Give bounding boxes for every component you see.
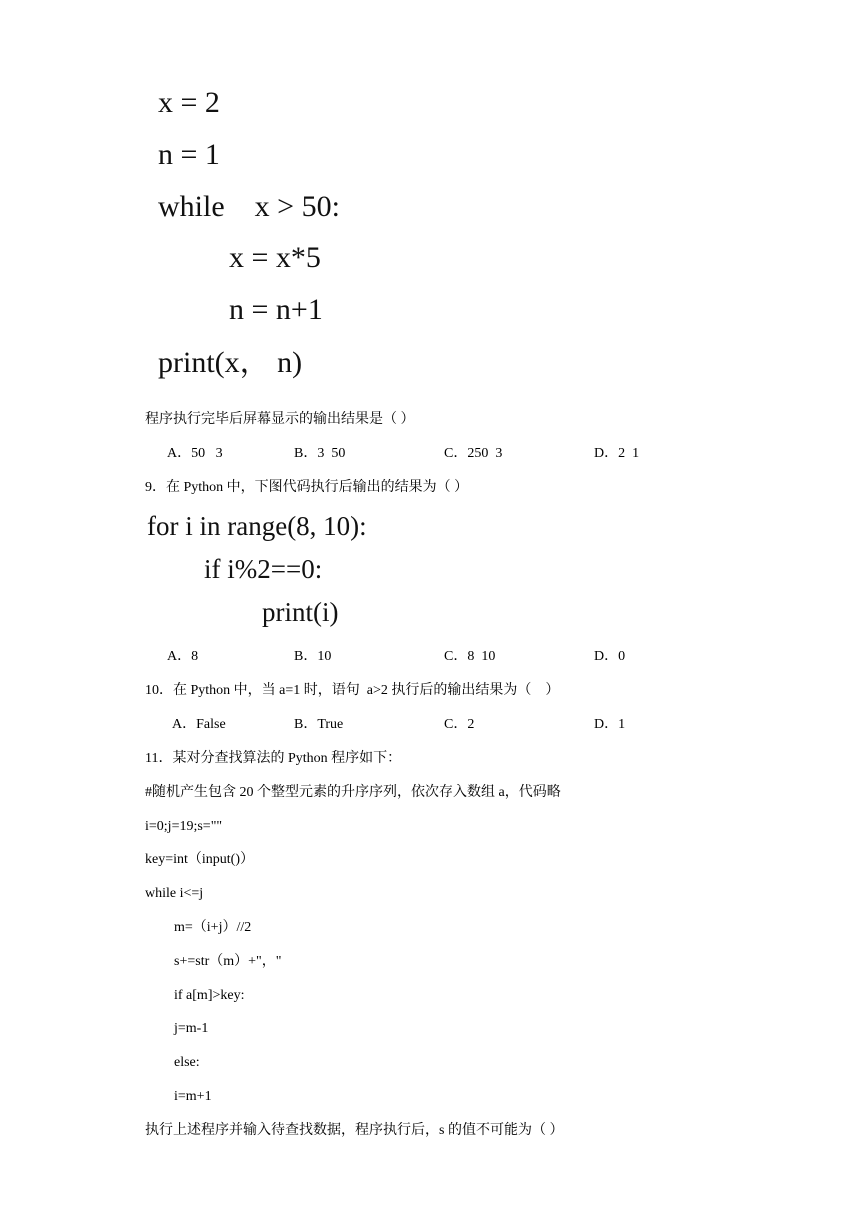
code-line: j=m-1 <box>174 1021 209 1036</box>
code-line: print(i) <box>262 597 339 627</box>
code-line: x = 2 <box>158 86 220 119</box>
code-line: if a[m]>key: <box>174 988 245 1003</box>
option-b: B．3 50 <box>294 446 346 461</box>
option-a: A．8 <box>167 649 199 664</box>
option-c: C．250 3 <box>444 446 503 461</box>
code-line: i=m+1 <box>174 1089 212 1104</box>
code-line: m=（i+j）//2 <box>174 920 252 935</box>
option-b: B．10 <box>294 649 332 664</box>
option-b: B．True <box>294 717 344 732</box>
question-10-stem: 10．在 Python 中，当 a=1 时，语句 a>2 执行后的输出结果为（ ） <box>145 683 560 698</box>
option-d: D．1 <box>594 717 626 732</box>
option-c: C．2 <box>444 717 475 732</box>
code-line: if i%2==0: <box>204 554 323 584</box>
code-comment: #随机产生包含 20 个整型元素的升序序列，依次存入数组 a，代码略 <box>145 785 561 800</box>
code-line: while i<=j <box>145 886 204 901</box>
code-line: n = n+1 <box>229 293 323 326</box>
code-line: i=0;j=19;s="" <box>145 819 223 834</box>
code-line: key=int（input()） <box>145 852 254 867</box>
option-d: D．0 <box>594 649 626 664</box>
option-c: C．8 10 <box>444 649 496 664</box>
question-9-stem: 9．在 Python 中，下图代码执行后输出的结果为（ ） <box>145 480 469 495</box>
question-11-stem: 11．某对分查找算法的 Python 程序如下： <box>145 751 402 766</box>
code-line: for i in range(8, 10): <box>147 511 367 541</box>
code-line: n = 1 <box>158 138 220 171</box>
question-11-tail: 执行上述程序并输入待查找数据，程序执行后，s 的值不可能为（ ） <box>145 1123 564 1138</box>
code-line: while x > 50: <box>158 190 340 223</box>
question-8-stem: 程序执行完毕后屏幕显示的输出结果是（ ） <box>145 412 415 427</box>
code-line: s+=str（m）+"，" <box>174 954 282 969</box>
code-line: x = x*5 <box>229 241 321 274</box>
option-a: A．False <box>172 717 226 732</box>
code-line: else: <box>174 1055 200 1070</box>
code-line: print(x， n) <box>158 346 303 379</box>
option-d: D．2 1 <box>594 446 640 461</box>
option-a: A．50 3 <box>167 446 223 461</box>
